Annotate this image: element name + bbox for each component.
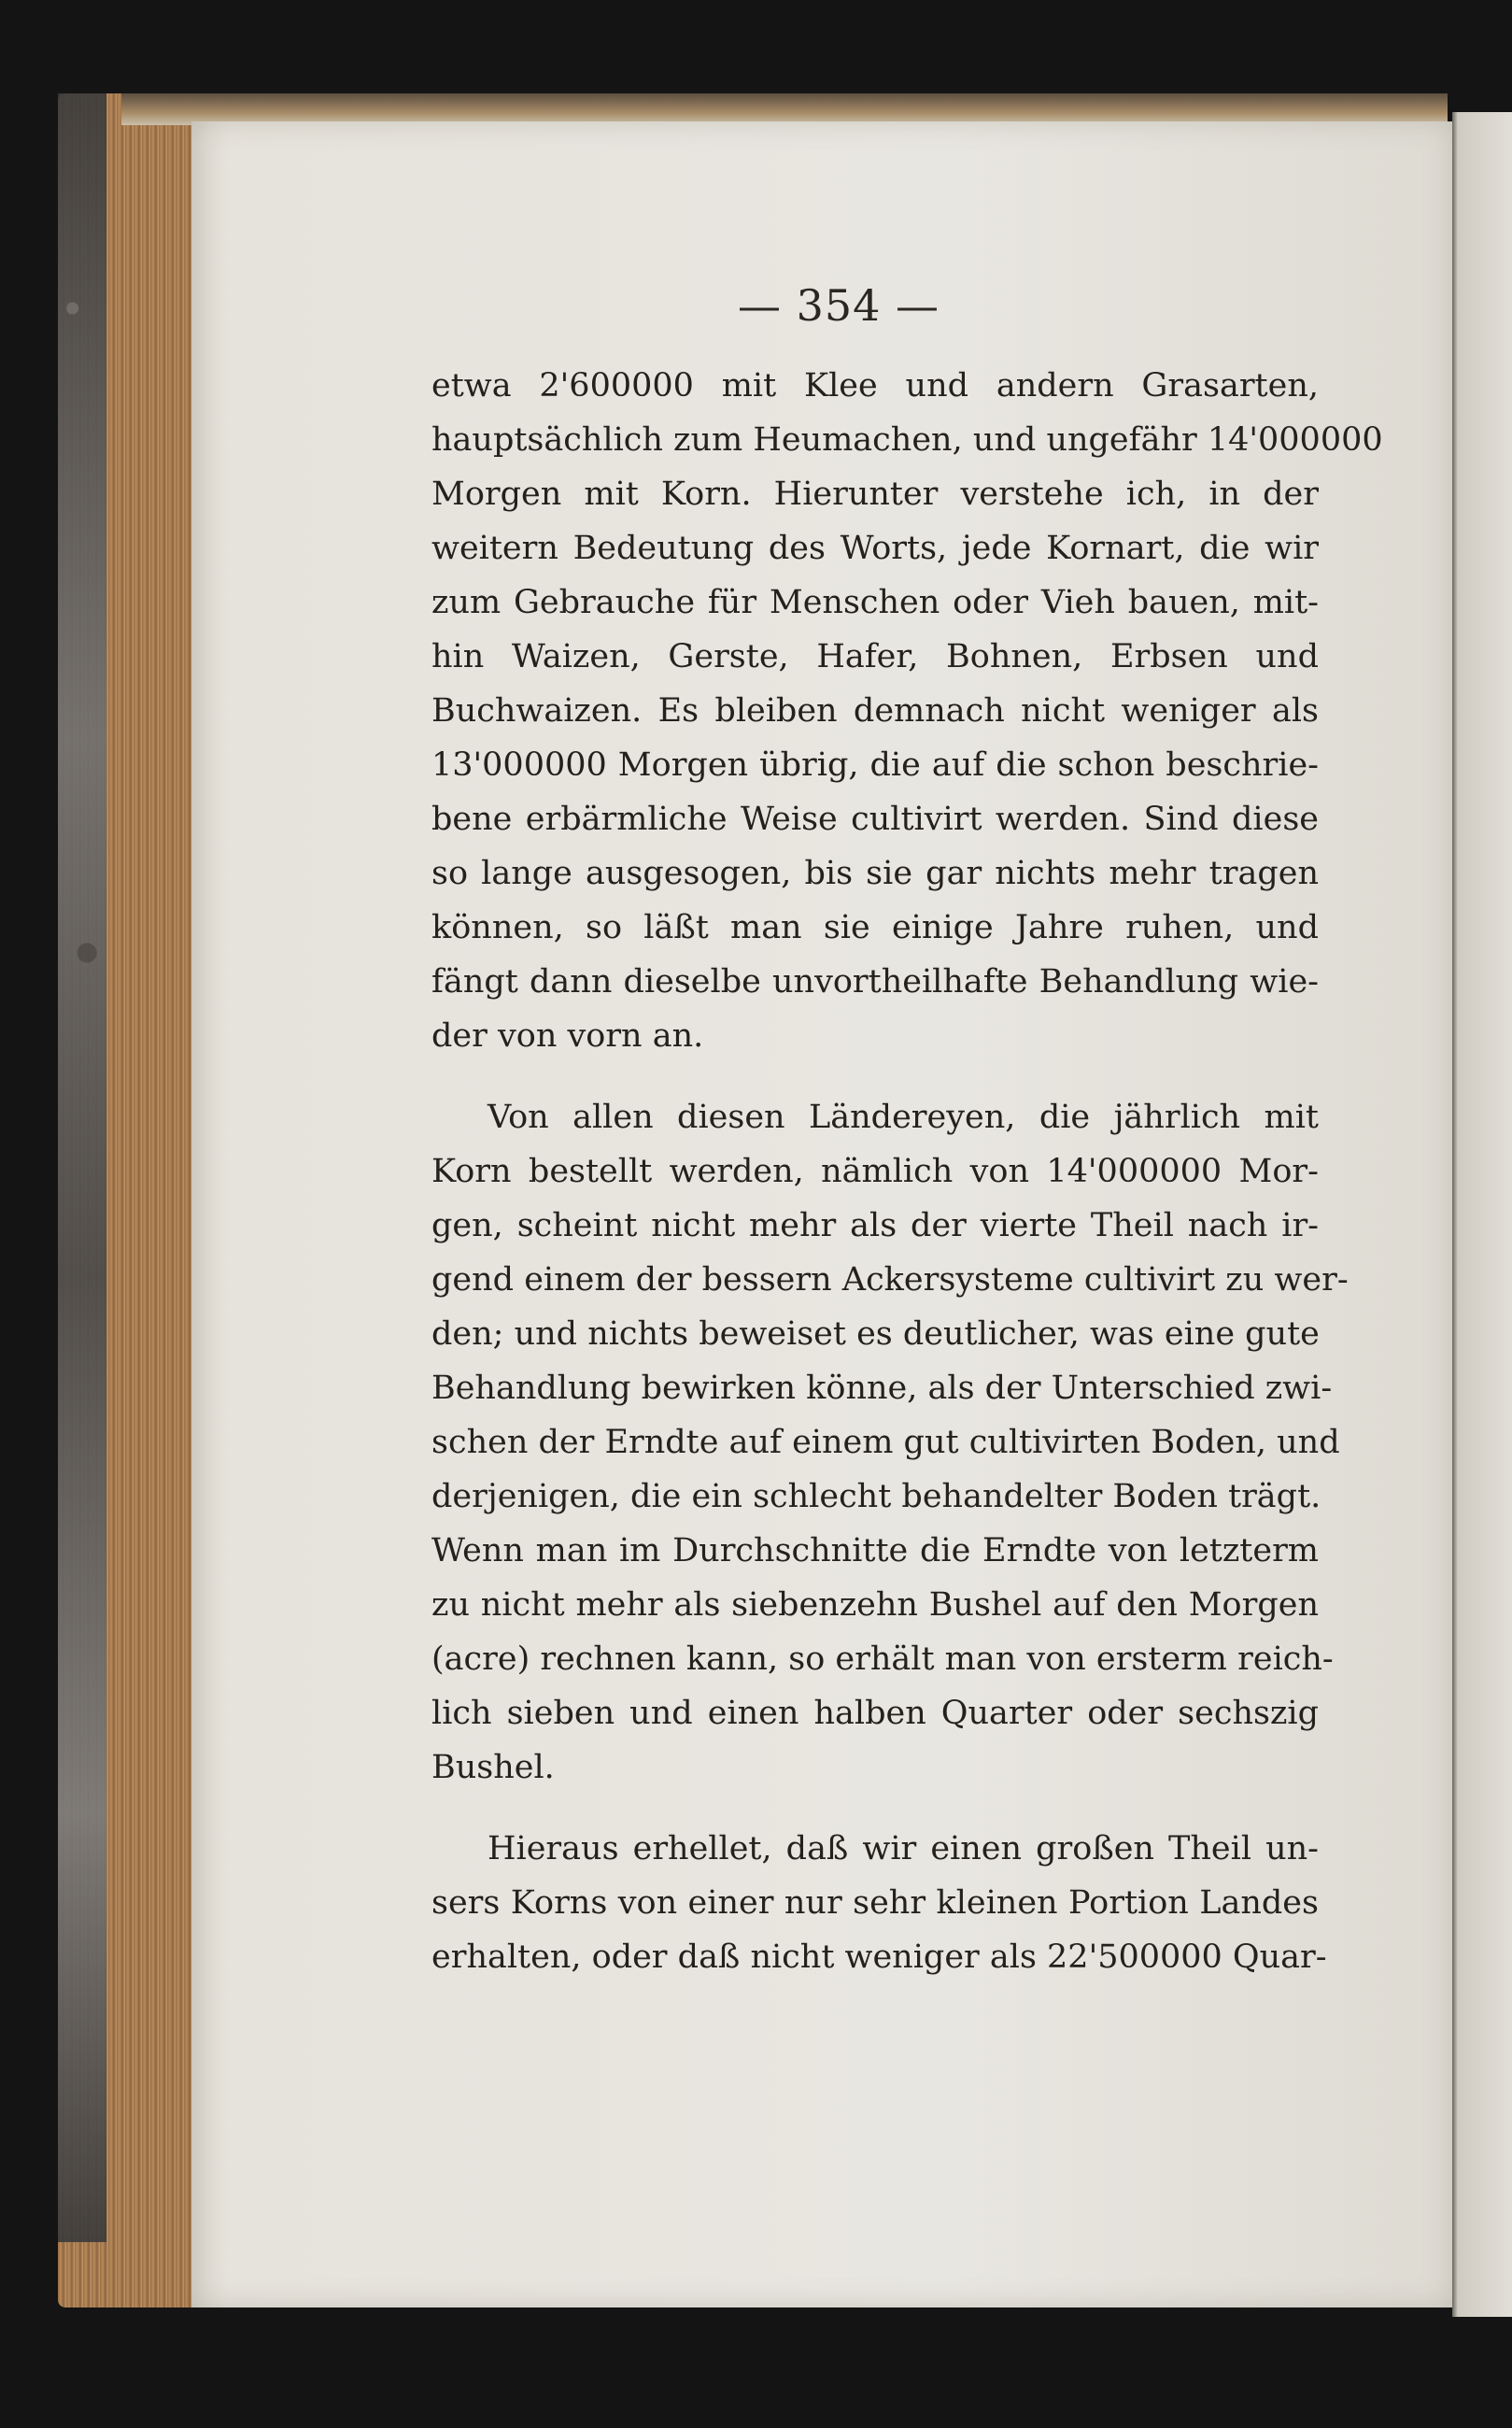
page-number: — 354 — [738, 280, 940, 331]
text-line: der von vorn an. [431, 1017, 704, 1055]
text-line: hin Waizen, Gerste, Hafer, Bohnen, Erbsen und [431, 638, 1319, 675]
text-line: Bushel. [431, 1749, 555, 1786]
text-line: den; und nichts beweiset es deutlicher, was eine gute [431, 1315, 1320, 1353]
marbled-cover [58, 93, 106, 2242]
text-line: hauptsächlich zum Heumachen, und ungefähr 14'000000 [431, 421, 1383, 459]
book-top-edge [121, 93, 1448, 125]
text-line: weitern Bedeutung des Worts, jede Kornart, die wir [431, 530, 1319, 567]
page-text [431, 359, 1383, 2011]
text-line: schen der Erndte auf einem gut cultivirten Boden, und [431, 1424, 1340, 1461]
text-line: derjenigen, die ein schlecht behandelter Boden trägt. [431, 1478, 1321, 1515]
text-line: gen, scheint nicht mehr als der vierte Theil nach ir- [431, 1207, 1319, 1244]
text-line: Korn bestellt werden, nämlich von 14'000000 Mor- [431, 1153, 1319, 1190]
text-line: Behandlung bewirken könne, als der Unterschied zwi- [431, 1370, 1333, 1407]
text-line: können, so läßt man sie einige Jahre ruhen, und [431, 909, 1319, 946]
text-line: etwa 2'600000 mit Klee und andern Grasarten, [431, 367, 1319, 405]
text-line: lich sieben und einen halben Quarter oder sechszig [431, 1695, 1319, 1732]
paragraph-3 [431, 1822, 1327, 1984]
text-line: gend einem der bessern Ackersysteme cultivirt zu wer- [431, 1261, 1349, 1299]
text-line: Wenn man im Durchschnitte die Erndte von letzterm [431, 1532, 1319, 1569]
text-line: (acre) rechnen kann, so erhält man von ersterm reich- [431, 1640, 1334, 1678]
text-line: fängt dann dieselbe unvortheilhafte Behandlung wie- [431, 963, 1319, 1001]
text-line: Morgen mit Korn. Hierunter verstehe ich, in der [431, 476, 1319, 513]
facing-page-edge [1452, 112, 1512, 2317]
text-line: so lange ausgesogen, bis sie gar nichts mehr tragen [431, 855, 1319, 892]
text-line: Hieraus erhellet, daß wir einen großen Theil un- [488, 1830, 1319, 1867]
text-line: 13'000000 Morgen übrig, die auf die schon beschrie- [431, 746, 1319, 784]
text-line: sers Korns von einer nur sehr kleinen Portion Landes [431, 1884, 1319, 1922]
text-line: zu nicht mehr als siebenzehn Bushel auf den Morgen [431, 1586, 1319, 1624]
text-line: bene erbärmliche Weise cultivirt werden. Sind diese [431, 801, 1319, 838]
text-line: Von allen diesen Ländereyen, die jährlich mit [488, 1099, 1319, 1136]
paragraph-1 [431, 359, 1383, 1063]
text-line: Buchwaizen. Es bleiben demnach nicht weniger als [431, 692, 1319, 730]
paragraph-2 [431, 1090, 1349, 1795]
text-line: zum Gebrauche für Menschen oder Vieh bauen, mit- [431, 584, 1319, 621]
text-line: erhalten, oder daß nicht weniger als 22'500000 Quar- [431, 1938, 1327, 1976]
